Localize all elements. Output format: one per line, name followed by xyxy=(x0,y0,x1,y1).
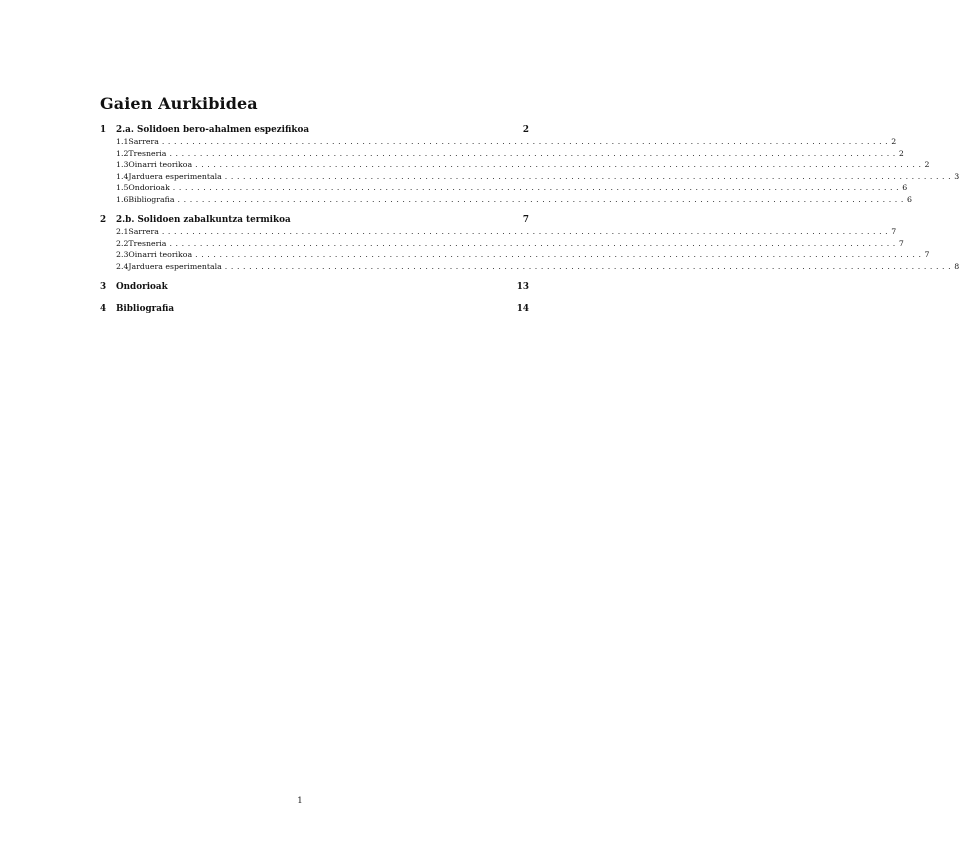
toc-subsection-1-4[interactable] xyxy=(100,171,959,183)
subsection-title: Tresneria xyxy=(128,148,167,158)
toc-heading: Gaien Aurkibidea xyxy=(100,94,258,113)
toc-section-2[interactable] xyxy=(100,214,529,226)
toc-subsection-1-5[interactable] xyxy=(100,182,908,194)
dot-leader: ........................................................................................................................ xyxy=(177,194,907,204)
toc-subsection-2-1[interactable] xyxy=(100,226,897,238)
subsection-page: 7 xyxy=(891,227,897,236)
dot-leader: ........................................................................................................................ xyxy=(161,227,892,236)
subsection-number: 1.4 xyxy=(116,171,129,181)
subsection-title: Jarduera esperimentala xyxy=(128,171,222,181)
subsection-title: Oinarri teorikoa xyxy=(128,160,193,169)
subsection-title: Oinarri teorikoa xyxy=(128,250,193,259)
toc-section-4[interactable] xyxy=(100,303,529,315)
subsection-page: 8 xyxy=(954,261,959,271)
table-of-contents xyxy=(100,124,959,315)
section-page: 14 xyxy=(516,304,529,314)
subsection-page: 6 xyxy=(906,194,912,204)
section-title: Ondorioak xyxy=(116,282,168,292)
subsection-page: 3 xyxy=(954,171,959,181)
toc-subsection-1-1[interactable] xyxy=(100,136,897,148)
toc-subsection-1-3[interactable] xyxy=(100,159,930,171)
section-page: 13 xyxy=(516,282,529,292)
subsection-number: 2.3 xyxy=(116,250,129,259)
toc-subsection-2-3[interactable] xyxy=(100,249,930,261)
subsection-number: 1.3 xyxy=(116,160,129,169)
subsection-title: Sarrera xyxy=(128,227,159,236)
dot-leader: ........................................................................................................................ xyxy=(169,148,899,158)
toc-subsection-1-2[interactable] xyxy=(100,148,904,160)
subsection-number: 1.1 xyxy=(116,137,129,146)
subsection-page: 2 xyxy=(891,137,897,146)
subsection-page: 7 xyxy=(898,238,904,248)
subsection-number: 1.5 xyxy=(116,183,129,192)
section-title: 2.b. Solidoen zabalkuntza termikoa xyxy=(116,215,291,225)
dot-leader: ........................................................................................................................ xyxy=(172,183,903,192)
dot-leader: ........................................................................................................................ xyxy=(224,171,955,181)
subsection-page: 2 xyxy=(924,160,930,169)
dot-leader: ........................................................................................................................ xyxy=(161,137,892,146)
dot-leader: ........................................................................................................................ xyxy=(224,261,955,271)
subsection-number: 2.2 xyxy=(116,238,129,248)
subsection-page: 7 xyxy=(924,250,930,259)
subsection-title: Ondorioak xyxy=(128,183,170,192)
section-number: 2 xyxy=(100,215,107,225)
dot-leader: ........................................................................................................................ xyxy=(195,160,925,169)
toc-subsection-1-6[interactable] xyxy=(100,194,912,206)
dot-leader: ........................................................................................................................ xyxy=(169,238,899,248)
subsection-number: 1.2 xyxy=(116,148,129,158)
section-title: 2.a. Solidoen bero-ahalmen espezifikoa xyxy=(116,125,310,135)
toc-subsection-2-2[interactable] xyxy=(100,238,904,250)
section-title: Bibliografia xyxy=(116,304,175,314)
subsection-title: Sarrera xyxy=(128,137,159,146)
page-number: 1 xyxy=(297,796,303,806)
section-number: 4 xyxy=(100,304,107,314)
toc-subsection-2-4[interactable] xyxy=(100,261,959,273)
dot-leader: ........................................................................................................................ xyxy=(195,250,925,259)
subsection-number: 1.6 xyxy=(116,194,129,204)
section-page: 7 xyxy=(522,215,529,225)
subsection-title: Bibliografia xyxy=(128,194,175,204)
section-number: 3 xyxy=(100,282,107,292)
toc-section-3[interactable] xyxy=(100,281,529,293)
subsection-number: 2.1 xyxy=(116,227,129,236)
subsection-page: 2 xyxy=(898,148,904,158)
subsection-page: 6 xyxy=(902,183,908,192)
toc-section-1[interactable] xyxy=(100,124,529,136)
subsection-title: Jarduera esperimentala xyxy=(128,261,222,271)
subsection-number: 2.4 xyxy=(116,261,129,271)
section-number: 1 xyxy=(100,125,107,135)
section-page: 2 xyxy=(522,125,529,135)
subsection-title: Tresneria xyxy=(128,238,167,248)
